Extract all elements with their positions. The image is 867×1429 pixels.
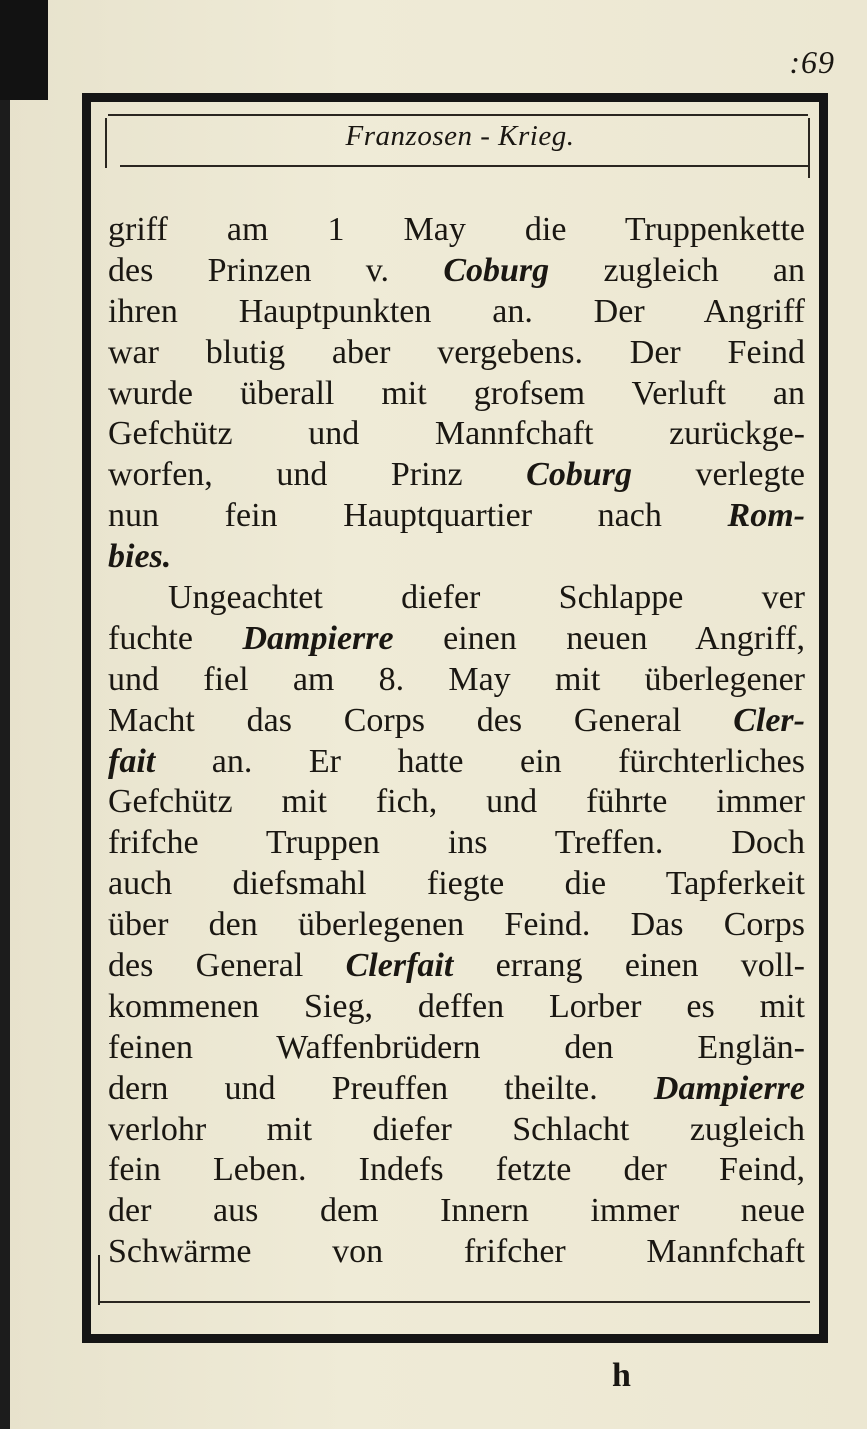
- text-run: ihren Hauptpunkten an. Der Angriff: [108, 292, 805, 330]
- text-run: zugleich an: [549, 251, 805, 289]
- text-run: feinen Waffenbrüdern den Englän-: [108, 1028, 805, 1066]
- text-line: [108, 1191, 805, 1232]
- text-run: fein Leben. Indefs fetzte der Feind,: [108, 1151, 805, 1189]
- text-line: [108, 1150, 805, 1191]
- text-run: Gefchütz mit fich, und führte immer: [108, 783, 805, 821]
- text-run: des General: [108, 947, 346, 985]
- text-run: Schwärme von frifcher Mannfchaft: [108, 1233, 805, 1271]
- header-rule-bottom: [120, 165, 808, 167]
- text-line: [108, 1110, 805, 1151]
- text-run: Gefchütz und Mannfchaft zurückge-: [108, 415, 805, 453]
- text-line: [108, 823, 805, 864]
- text-line: [108, 660, 805, 701]
- text-line: [108, 1028, 805, 1069]
- text-line: [108, 987, 805, 1028]
- text-run: kommenen Sieg, deffen Lorber es mit: [108, 987, 805, 1025]
- text-line: [108, 210, 805, 251]
- footer-rule: [100, 1301, 810, 1303]
- inner-border-left-lower: [98, 1255, 100, 1305]
- text-line: [108, 374, 805, 415]
- italic-name: Rom-: [727, 497, 805, 535]
- italic-name: Coburg: [526, 456, 632, 494]
- text-run: errang einen voll-: [453, 947, 806, 985]
- text-line: [108, 414, 805, 455]
- text-line: [108, 292, 805, 333]
- running-head: Franzosen - Krieg.: [345, 120, 575, 152]
- text-line: [108, 742, 805, 783]
- text-run: worfen, und Prinz: [108, 456, 527, 494]
- text-line: [108, 578, 805, 619]
- inner-border-right: [808, 118, 810, 178]
- text-line: [108, 864, 805, 905]
- text-line: [108, 251, 805, 292]
- text-run: auch diefsmahl fiegte die Tapferkeit: [108, 865, 805, 903]
- inner-border-left: [105, 118, 107, 168]
- italic-name: Dampierre: [242, 619, 394, 657]
- text-run: war blutig aber vergebens. Der Feind: [108, 333, 805, 371]
- text-run: verlegte: [631, 456, 805, 494]
- text-run: dern und Preuffen theilte.: [108, 1069, 654, 1107]
- text-line: [108, 333, 805, 374]
- header-rule-top: [108, 114, 808, 116]
- text-line: [108, 1232, 805, 1273]
- text-run: Ungeachtet diefer Schlappe ver: [168, 579, 805, 617]
- text-run: über den überlegenen Feind. Das Corps: [108, 906, 805, 944]
- text-run: verlohr mit diefer Schlacht zugleich: [108, 1110, 805, 1148]
- text-run: wurde überall mit grofsem Verluft an: [108, 374, 805, 412]
- signature-mark: h: [612, 1357, 631, 1394]
- italic-name: Clerfait: [345, 947, 454, 985]
- text-run: Macht das Corps des General: [108, 701, 734, 739]
- text-run: frifche Truppen ins Treffen. Doch: [108, 824, 805, 862]
- italic-name: bies.: [108, 538, 172, 576]
- italic-name: Cler-: [733, 701, 805, 739]
- body-text: [108, 210, 805, 1273]
- text-line: [108, 537, 805, 578]
- text-run: einen neuen Angriff,: [393, 619, 805, 657]
- text-line: [108, 496, 805, 537]
- text-run: der aus dem Innern immer neue: [108, 1192, 805, 1230]
- page-number: :69: [789, 44, 835, 80]
- text-line: [108, 455, 805, 496]
- text-run: nun fein Hauptquartier nach: [108, 497, 728, 535]
- text-line: [108, 619, 805, 660]
- book-spine-edge: [0, 100, 10, 1429]
- text-run: fuchte: [108, 619, 243, 657]
- text-run: und fiel am 8. May mit überlegener: [108, 660, 805, 698]
- text-line: [108, 782, 805, 823]
- italic-name: fait: [108, 742, 156, 780]
- book-spine-shadow: [0, 0, 48, 100]
- italic-name: Coburg: [443, 251, 550, 289]
- italic-name: Dampierre: [653, 1069, 805, 1107]
- text-line: [108, 946, 805, 987]
- text-run: griff am 1 May die Truppenkette: [108, 211, 805, 248]
- text-run: an. Er hatte ein fürchterliches: [155, 742, 805, 780]
- text-run: des Prinzen v.: [108, 251, 444, 289]
- text-line: [108, 701, 805, 742]
- text-line: [108, 1069, 805, 1110]
- text-line: [108, 905, 805, 946]
